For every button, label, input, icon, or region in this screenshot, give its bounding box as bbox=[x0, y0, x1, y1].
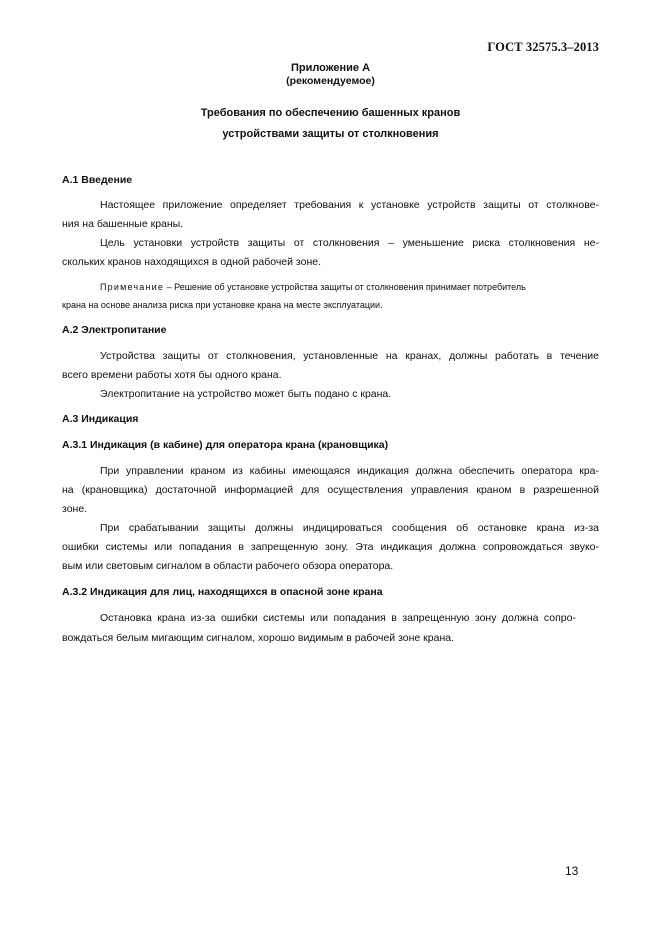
appendix-heading-line1: Требования по обеспечению башенных кранов bbox=[200, 107, 461, 119]
paragraph-line: зоне. bbox=[62, 503, 88, 515]
subsection-heading-a31: А.3.1 Индикация (в кабине) для оператора крана (крановщика) bbox=[62, 439, 389, 451]
note-line bbox=[100, 282, 599, 292]
paragraph-line: При управлении краном из кабины имеющаяся индикация должна обеспечить оператора кра- bbox=[100, 465, 599, 477]
paragraph-line: Электропитание на устройство может быть подано с крана. bbox=[100, 388, 392, 400]
note-text: – Решение об установке устройства защиты от столкновения принимает потребитель bbox=[164, 282, 526, 292]
paragraph-line: всего времени работы хотя бы одного крана. bbox=[62, 369, 282, 381]
paragraph-line: При срабатывании защиты должны индицироваться сообщения об остановке крана из-за bbox=[100, 522, 599, 534]
paragraph-line: на (крановщика) достаточной информацией для осуществления управления краном в разрешенной bbox=[62, 484, 599, 496]
paragraph-line: вождаться белым мигающим сигналом, хорошо видимым в рабочей зоне крана. bbox=[62, 632, 455, 644]
section-heading-a3: А.3 Индикация bbox=[62, 413, 139, 425]
paragraph-line: ошибки системы или попадания в запрещенную зону. Эта индикация должна сопровождаться звуко- bbox=[62, 541, 599, 553]
paragraph-line: вым или световым сигналом в области рабочего обзора оператора. bbox=[62, 560, 394, 572]
paragraph-line: Цель установки устройств защиты от столкновения – уменьшение риска столкновения не- bbox=[100, 237, 599, 249]
paragraph-line: скольких кранов находящихся в одной рабочей зоне. bbox=[62, 256, 322, 268]
appendix-subtitle: (рекомендуемое) bbox=[286, 75, 375, 87]
note-line: крана на основе анализа риска при установке крана на месте эксплуатации. bbox=[62, 300, 383, 310]
page-number: 13 bbox=[565, 864, 579, 878]
subsection-heading-a32: А.3.2 Индикация для лиц, находящихся в опасной зоне крана bbox=[62, 586, 383, 598]
appendix-heading-line2: устройствами защиты от столкновения bbox=[222, 128, 439, 140]
paragraph-line: ния на башенные краны. bbox=[62, 218, 184, 230]
section-heading-a1: А.1 Введение bbox=[62, 174, 133, 186]
document-code: ГОСТ 32575.3–2013 bbox=[487, 40, 599, 54]
paragraph-line: Настоящее приложение определяет требования к установке устройств защиты от столкнове- bbox=[100, 199, 599, 211]
paragraph-line: Устройства защиты от столкновения, установленные на кранах, должны работать в течение bbox=[100, 350, 599, 362]
section-heading-a2: А.2 Электропитание bbox=[62, 324, 167, 336]
paragraph-line: Остановка крана из-за ошибки системы или попадания в запрещенную зону должна сопро- bbox=[100, 612, 576, 624]
note-label: Примечание bbox=[100, 282, 165, 292]
appendix-title: Приложение А bbox=[290, 62, 371, 74]
